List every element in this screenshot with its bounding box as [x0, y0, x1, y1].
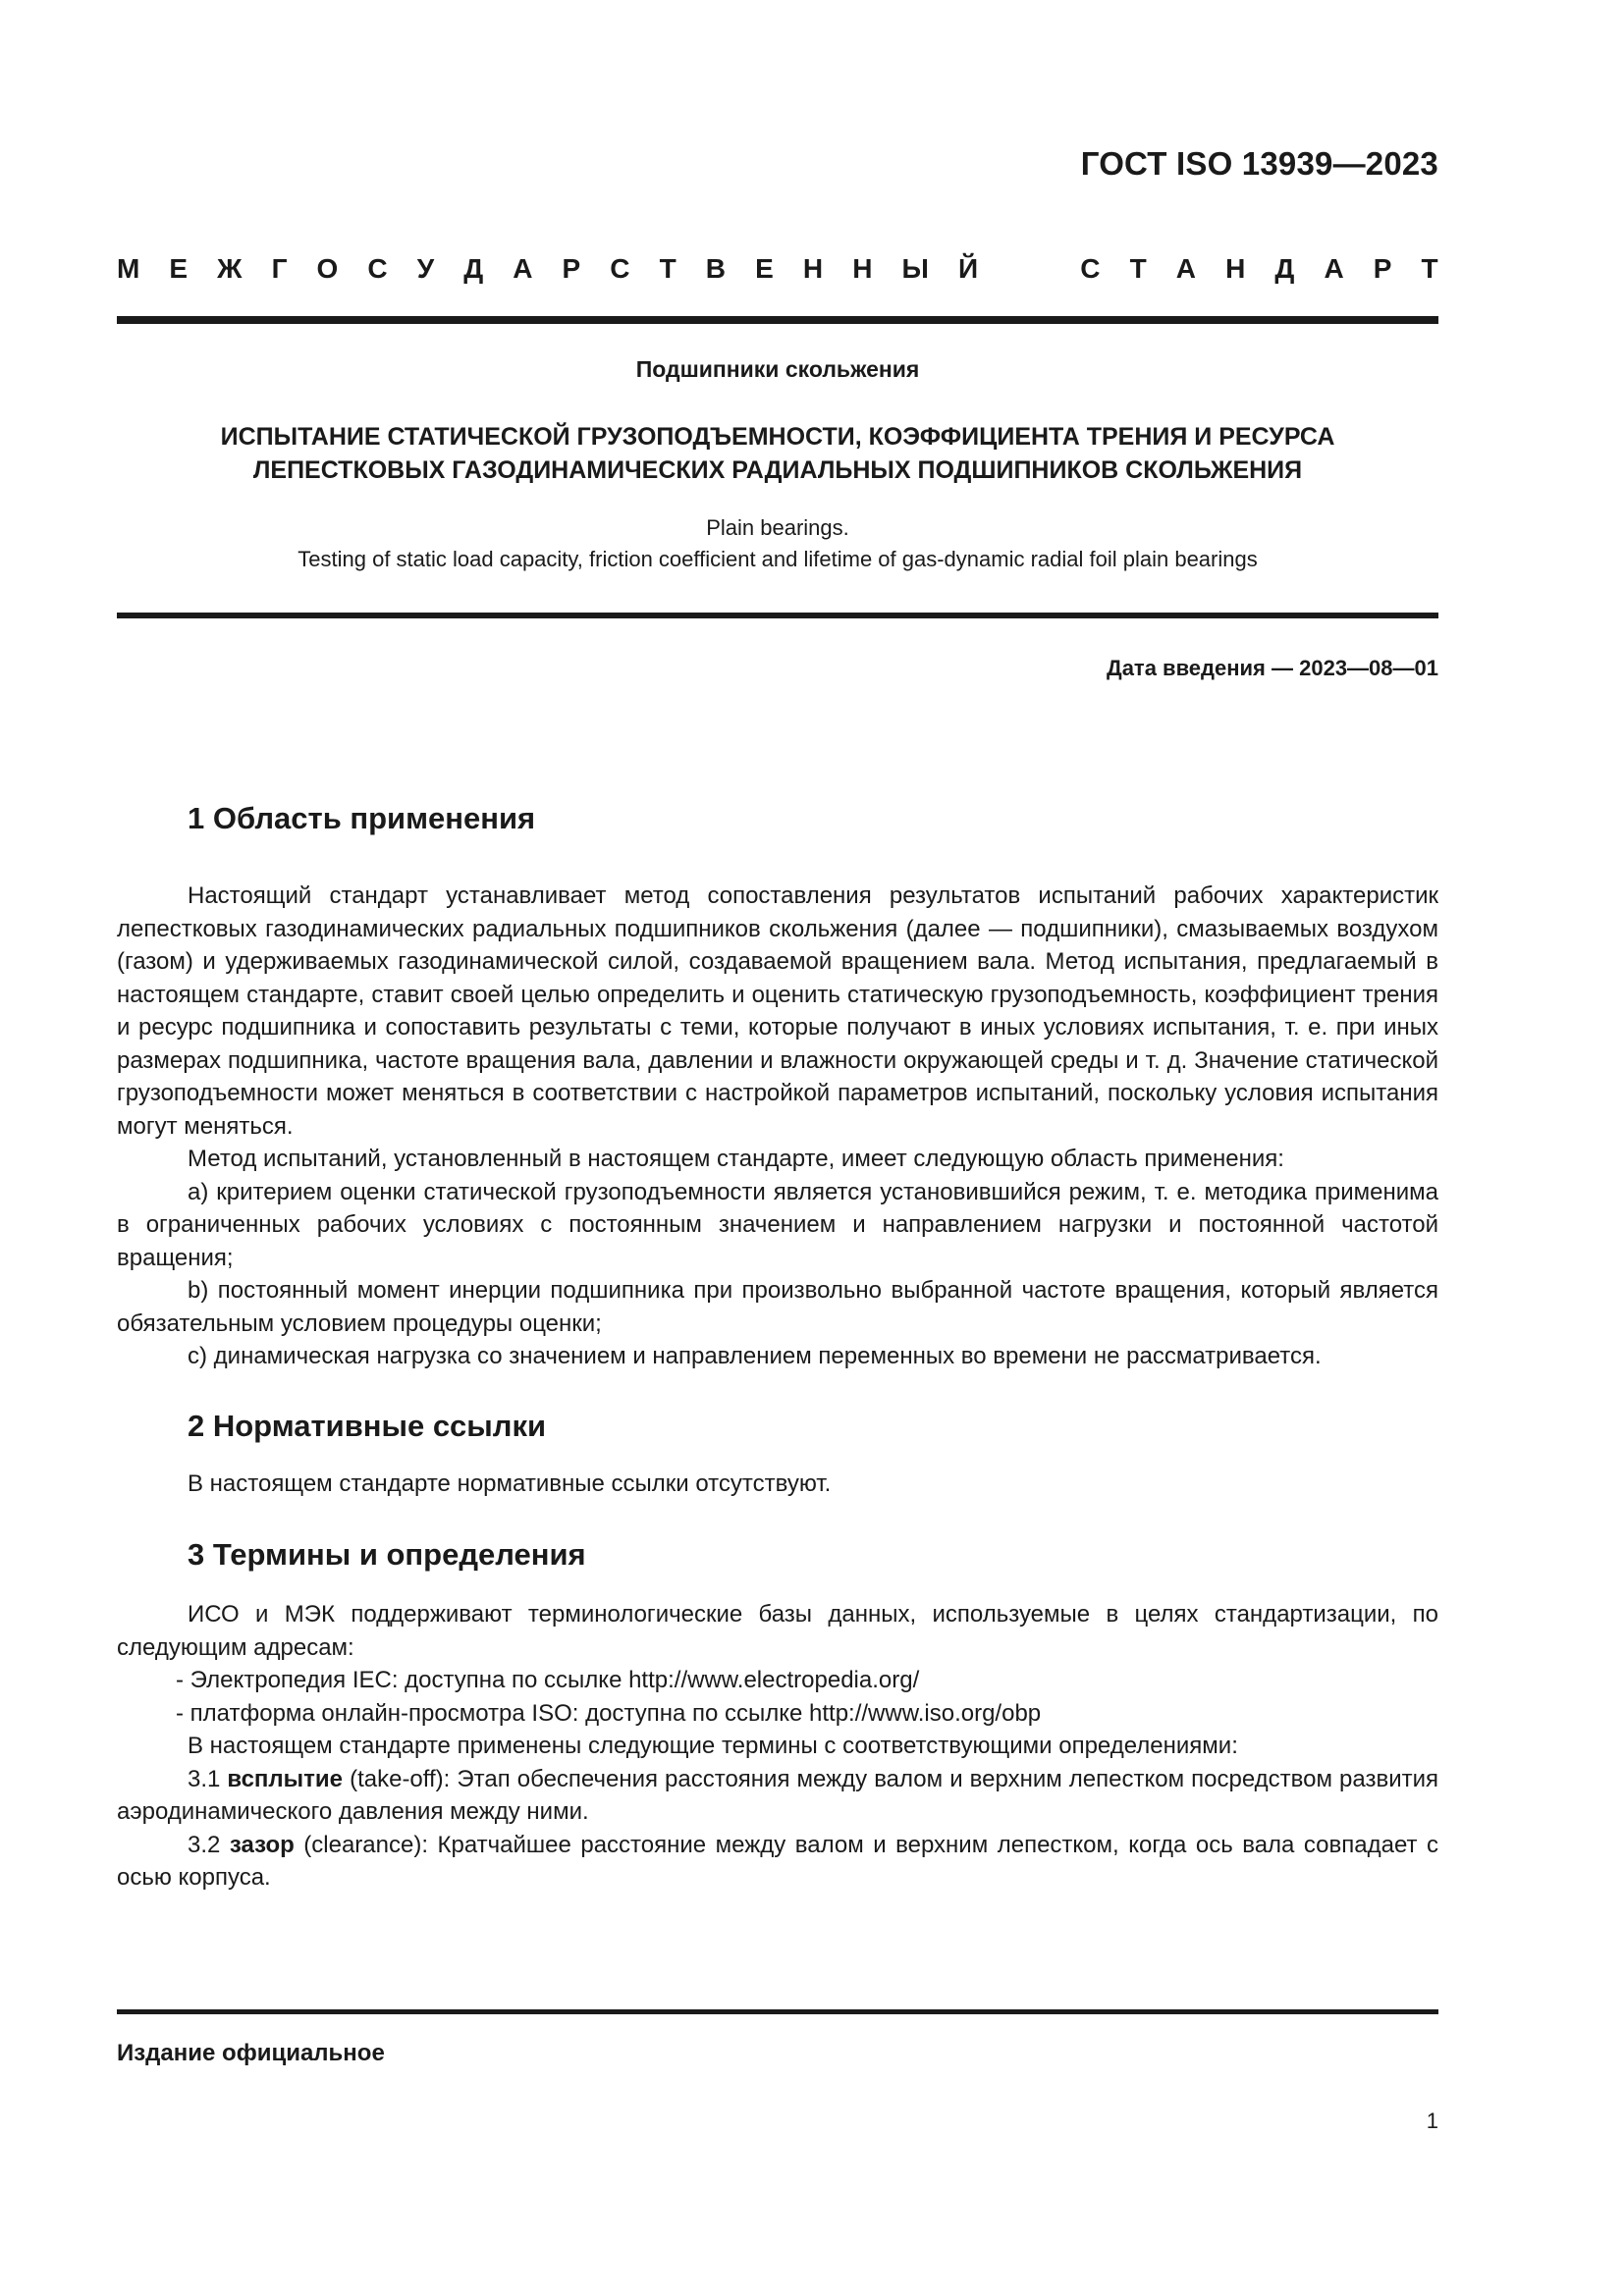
- banner-letter: М: [117, 253, 140, 284]
- section-heading-terms: 3 Термины и определения: [188, 1537, 586, 1572]
- banner-letter: С: [610, 253, 630, 284]
- title-line: ЛЕПЕСТКОВЫХ ГАЗОДИНАМИЧЕСКИХ РАДИАЛЬНЫХ ПОДШИПНИКОВ СКОЛЬЖЕНИЯ: [252, 456, 1303, 484]
- term-number: 3.2: [188, 1831, 230, 1858]
- page-number: 1: [1426, 2109, 1438, 2133]
- list-item: b) постоянный момент инерции подшипника при произвольно выбранной частоте вращения, который является обязательным условием процедуры оценки;: [117, 1277, 1438, 1337]
- introduction-date: Дата введения — 2023—08—01: [1107, 656, 1438, 680]
- paragraph: В настоящем стандарте применены следующие термины с соответствующими определениями:: [188, 1733, 1238, 1759]
- link-list-item: - Электропедия IEC: доступна по ссылке http://www.electropedia.org/: [176, 1667, 920, 1693]
- term-definition-text: (clearance): Кратчайшее расстояние между валом и верхним лепестком, когда ось вала совпадает с осью корпуса.: [117, 1831, 1439, 1891]
- banner-letter: Н: [1225, 253, 1246, 284]
- banner-letter: Н: [852, 253, 873, 284]
- section-heading-normative-references: 2 Нормативные ссылки: [188, 1408, 547, 1443]
- document-page: [117, 0, 1438, 2296]
- banner-letter: А: [1175, 253, 1197, 284]
- section-heading-scope: 1 Область применения: [188, 801, 536, 835]
- document-title: [117, 420, 1438, 487]
- official-edition-label: Издание официальное: [117, 2040, 385, 2066]
- banner-letter: Е: [755, 253, 774, 284]
- banner-letter: Т: [1421, 253, 1438, 284]
- header-divider: [117, 316, 1438, 324]
- banner-letter: Т: [1129, 253, 1147, 284]
- document-id: ГОСТ ISO 13939—2023: [1080, 145, 1438, 182]
- banner-letter: Ы: [901, 253, 929, 284]
- banner-letter: Д: [1274, 253, 1295, 284]
- paragraph: Настоящий стандарт устанавливает метод сопоставления результатов испытаний рабочих характеристик лепестковых газодинамических радиальных подшипников скольжения (далее — подшипники), смазываемых воздухом (газом) и удерживаемых газодинамической силой, создаваемой вращением вала. Метод испытания, предлагаемый в настоящем стандарте, ставит своей целью определить и оценить статическую грузоподъемность, коэффициент трения и ресурс подшипника и сопоставить результаты с теми, которые получают в иных условиях испытания, т. е. при иных размерах подшипника, частоте вращения вала, давлении и влажности окружающей среды и т. д. Значение статической грузоподъемности может меняться в соответствии с настройкой параметров испытаний, поскольку условия испытания могут меняться.: [117, 882, 1438, 1140]
- english-title: [117, 512, 1438, 575]
- banner-letter: В: [705, 253, 727, 284]
- banner-letter: О: [316, 253, 339, 284]
- term-definition: [117, 1763, 1438, 1829]
- banner-letter: А: [513, 253, 533, 284]
- banner-letter: Й: [958, 253, 979, 284]
- term: зазор: [229, 1831, 295, 1858]
- banner-letter: А: [1324, 253, 1344, 284]
- list-item: a) критерием оценки статической грузоподъемности является установившийся режим, т. е. методика применима в ограниченных рабочих условиях с постоянным значением и направлением нагрузки и постоянной частотой вращения;: [117, 1178, 1438, 1271]
- footer-divider: [117, 2009, 1438, 2014]
- banner-letter: Е: [169, 253, 189, 284]
- banner-letter: Р: [1373, 253, 1392, 284]
- term-definition-text: (take-off): Этап обеспечения расстояния между валом и верхним лепестком посредством развития аэродинамического давления между ними.: [117, 1765, 1439, 1825]
- banner-letter: С: [367, 253, 388, 284]
- paragraph: ИСО и МЭК поддерживают терминологические базы данных, используемые в целях стандартизации, по следующим адресам:: [117, 1601, 1438, 1661]
- interstate-standard-banner: [117, 253, 1438, 285]
- list-item: c) динамическая нагрузка со значением и направлением переменных во времени не рассматривается.: [188, 1343, 1322, 1369]
- document-body: [117, 797, 1438, 1895]
- term-definition: [117, 1829, 1438, 1895]
- document-subject: Подшипники скольжения: [635, 356, 920, 382]
- banner-letter: У: [416, 253, 435, 284]
- paragraph: Метод испытаний, установленный в настоящем стандарте, имеет следующую область применения:: [188, 1146, 1284, 1172]
- banner-letter: Ж: [217, 253, 243, 284]
- banner-letter: Р: [562, 253, 581, 284]
- banner-letter: Д: [463, 253, 484, 284]
- english-title-line: Plain bearings.: [706, 515, 849, 540]
- english-title-line: Testing of static load capacity, friction coefficient and lifetime of gas-dynamic radial foil plain bearings: [298, 547, 1258, 571]
- banner-letter: Г: [271, 253, 288, 284]
- banner-letter: Н: [802, 253, 824, 284]
- link-list-item: - платформа онлайн-просмотра ISO: доступна по ссылке http://www.iso.org/obp: [176, 1699, 1042, 1727]
- paragraph: В настоящем стандарте нормативные ссылки отсутствуют.: [188, 1469, 832, 1497]
- title-line: ИСПЫТАНИЕ СТАТИЧЕСКОЙ ГРУЗОПОДЪЕМНОСТИ, КОЭФФИЦИЕНТА ТРЕНИЯ И РЕСУРСА: [220, 423, 1335, 451]
- banner-word-gap: [1007, 253, 1051, 285]
- title-divider: [117, 613, 1438, 618]
- banner-letter: Т: [659, 253, 677, 284]
- term-number: 3.1: [188, 1765, 228, 1792]
- term: всплытие: [227, 1765, 344, 1792]
- banner-letter: С: [1080, 253, 1101, 284]
